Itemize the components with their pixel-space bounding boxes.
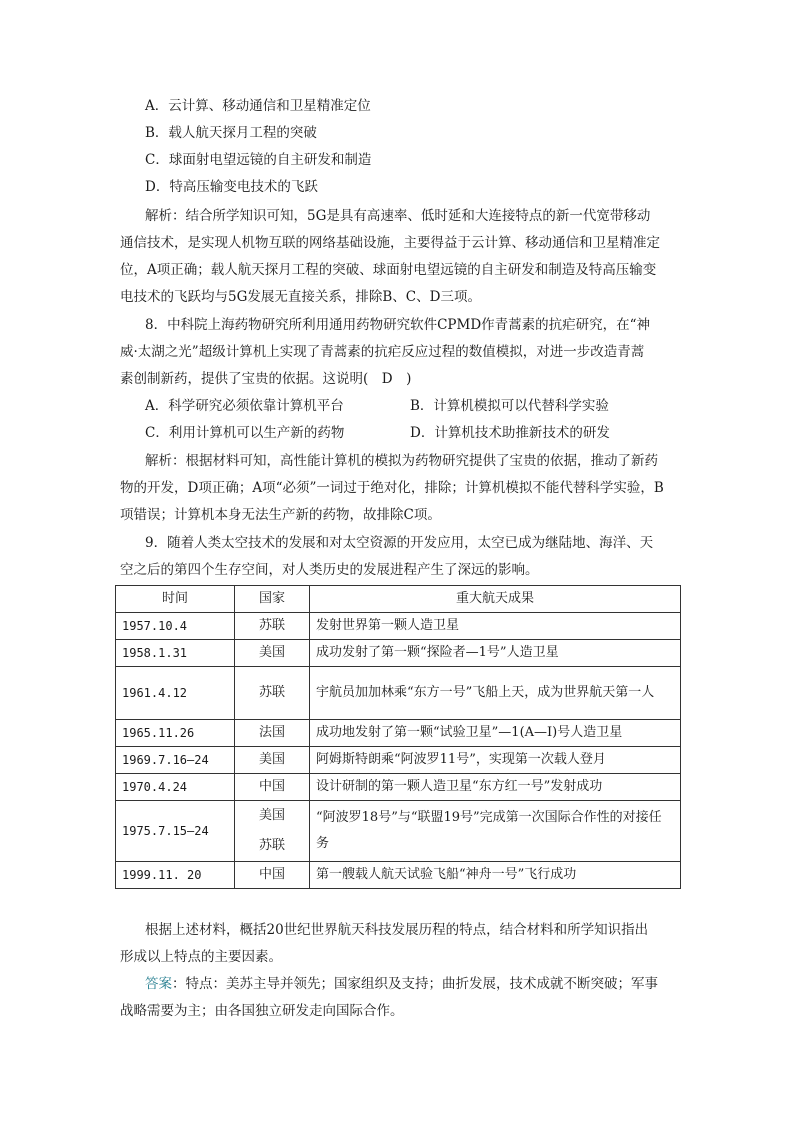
question-8-line: 8．中科院上海药物研究所利用通用药物研究软件CPMD作青蒿素的抗疟研究，在“神 [145, 317, 651, 333]
row-result: 成功发射了第一颗“探险者—1号”人造卫星 [310, 640, 681, 667]
option-d-q7: D．特高压输变电技术的飞跃 [145, 179, 318, 195]
option-b-q7: B．载人航天探月工程的突破 [145, 125, 317, 141]
row-result: 宇航员加加林乘“东方一号”飞船上天，成为世界航天第一人 [310, 667, 681, 720]
option-b-q8: B．计算机模拟可以代替科学实验 [410, 398, 609, 414]
row-result: 成功地发射了第一颗“试验卫星”—1(A—I)号人造卫星 [310, 720, 681, 747]
table-row [116, 747, 681, 774]
option-c-q7: C．球面射电望远镜的自主研发和制造 [145, 152, 372, 168]
row-country: 苏联 [235, 667, 310, 720]
row-result: “阿波罗18号”与“联盟19号”完成第一次国际合作性的对接任务 [310, 801, 681, 862]
question-9-line: 9．随着人类太空技术的发展和对太空资源的开发应用，太空已成为继陆地、海洋、天 [145, 535, 654, 551]
option-c-q8: C．利用计算机可以生产新的药物 [145, 425, 345, 441]
row-country-first: 美国 [258, 808, 285, 823]
row-date: 1999.11. 20 [116, 862, 235, 889]
row-country [235, 801, 310, 862]
analysis-q8-line: 项错误；计算机本身无法生产新的药物，故排除C项。 [120, 507, 441, 523]
space-achievements-table [115, 585, 681, 889]
answer-label: 答案 [145, 976, 172, 992]
table-row [116, 720, 681, 747]
table-row [116, 613, 681, 640]
row-country-second: 苏联 [258, 838, 285, 853]
row-date: 1965.11.26 [116, 720, 235, 747]
question-9-line: 空之后的第四个生存空间，对人类历史的发展进程产生了深远的影响。 [120, 562, 539, 578]
table-row [116, 667, 681, 720]
row-country: 美国 [235, 640, 310, 667]
row-result: 阿姆斯特朗乘“阿波罗11号”，实现第一次载人登月 [310, 747, 681, 774]
row-date: 1961.4.12 [116, 667, 235, 720]
prompt-line: 形成以上特点的主要因素。 [120, 949, 282, 965]
option-a-q8: A．科学研究必须依靠计算机平台 [145, 398, 344, 414]
table-row [116, 801, 681, 862]
row-date: 1969.7.16—24 [116, 747, 235, 774]
answer-text: ：特点：美苏主导并领先；国家组织及支持；曲折发展，技术成就不断突破；军事 [172, 976, 658, 992]
answer-line: 战略需要为主；由各国独立研发走向国际合作。 [120, 1003, 404, 1019]
row-result: 发射世界第一颗人造卫星 [310, 613, 681, 640]
header-country: 国家 [235, 586, 310, 613]
table-row [116, 862, 681, 889]
row-date: 1958.1.31 [116, 640, 235, 667]
row-country: 苏联 [235, 613, 310, 640]
analysis-q7-line: 电技术的飞跃均与5G发展无直接关系，排除B、C、D三项。 [120, 289, 481, 305]
table-row [116, 774, 681, 801]
answer-line [145, 974, 658, 994]
analysis-q8-line: 物的开发，D项正确；A项“必须”一词过于绝对化，排除；计算机模拟不能代替科学实验，B [120, 480, 664, 496]
question-8-line: 威·太湖之光”超级计算机上实现了青蒿素的抗疟反应过程的数值模拟，对进一步改造青蒿 [120, 344, 645, 360]
table-row [116, 640, 681, 667]
option-d-q8: D．计算机技术助推新技术的研发 [410, 425, 610, 441]
analysis-q7-line: 通信技术，是实现人机物互联的网络基础设施，主要得益于云计算、移动通信和卫星精准定 [120, 235, 660, 251]
row-date: 1975.7.15—24 [116, 801, 235, 862]
analysis-q7-line: 解析：结合所学知识可知，5G是具有高速率、低时延和大连接特点的新一代宽带移动 [145, 208, 651, 224]
analysis-q8-line: 解析：根据材料可知，高性能计算机的模拟为药物研究提供了宝贵的依据，推动了新药 [145, 453, 658, 469]
row-country: 法国 [235, 720, 310, 747]
header-time: 时间 [116, 586, 235, 613]
row-result: 第一艘载人航天试验飞船“神舟一号”飞行成功 [310, 862, 681, 889]
row-country: 中国 [235, 774, 310, 801]
row-date: 1957.10.4 [116, 613, 235, 640]
header-achievement: 重大航天成果 [310, 586, 681, 613]
question-8-line: 素创制新药，提供了宝贵的依据。这说明( D ) [120, 371, 412, 387]
prompt-line: 根据上述材料，概括20世纪世界航天科技发展历程的特点，结合材料和所学知识指出 [145, 922, 649, 938]
option-a-q7: A．云计算、移动通信和卫星精准定位 [145, 98, 371, 114]
row-date: 1970.4.24 [116, 774, 235, 801]
analysis-q7-line: 位，A项正确；载人航天探月工程的突破、球面射电望远镜的自主研发和制造及特高压输变 [120, 262, 657, 278]
table-header-row [116, 586, 681, 613]
row-country: 美国 [235, 747, 310, 774]
row-country: 中国 [235, 862, 310, 889]
row-result: 设计研制的第一颗人造卫星“东方红一号”发射成功 [310, 774, 681, 801]
